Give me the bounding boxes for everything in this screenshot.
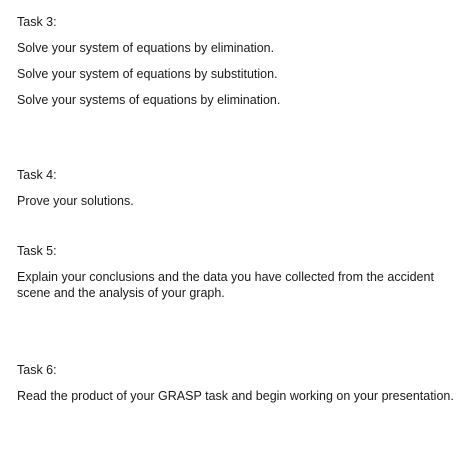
task3-line-2: Solve your system of equations by substitution.	[17, 67, 278, 81]
task3-line-1: Solve your system of equations by elimination.	[17, 41, 275, 55]
task6-heading: Task 6:	[17, 363, 57, 377]
task3-line-3: Solve your systems of equations by elimination.	[17, 93, 281, 107]
task6-line-1: Read the product of your GRASP task and begin working on your presentation.	[17, 389, 454, 403]
task3-heading: Task 3:	[17, 15, 57, 29]
task5-paragraph: Explain your conclusions and the data you have collected from the accident scene and the analysis of your graph.	[17, 270, 434, 300]
task5-heading: Task 5:	[17, 244, 57, 258]
task4-line-1: Prove your solutions.	[17, 194, 134, 208]
task4-heading: Task 4:	[17, 168, 57, 182]
